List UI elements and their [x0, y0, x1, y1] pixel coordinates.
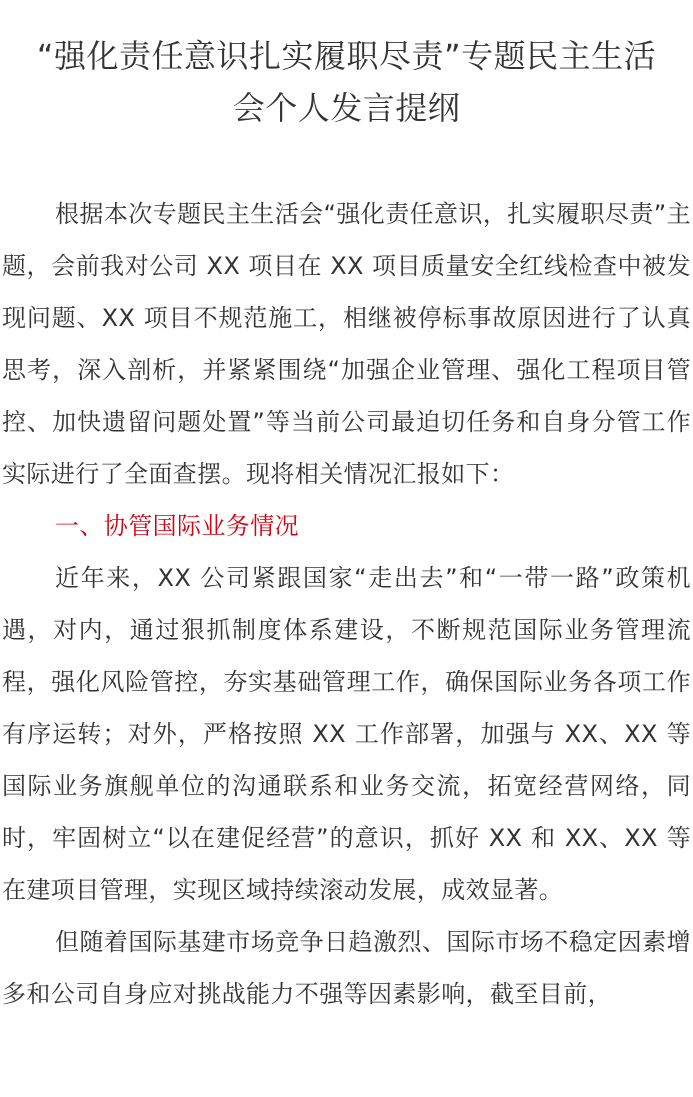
intro-paragraph: 根据本次专题民主生活会“强化责任意识，扎实履职尽责”主题，会前我对公司 XX 项目在 XX 项目质量安全红线检查中被发现问题、XX 项目不规范施工，相继被停标事故原因进行了认真思考，深入剖析，并紧紧围绕“加强企业管理、强化工程项目管控、加快遗留问题处置”等当前公司最迫切任务和自身分管工作实际进行了全面查摆。现将相关情况汇报如下：	[2, 200, 691, 488]
document-title	[2, 30, 691, 134]
body-paragraph-2: 但随着国际基建市场竞争日趋激烈、国际市场不稳定因素增多和公司自身应对挑战能力不强等因素影响，截至目前，	[2, 928, 691, 1008]
section-heading: 一、协管国际业务情况	[55, 512, 299, 540]
body-paragraph-1: 近年来，XX 公司紧跟国家“走出去”和“一带一路”政策机遇，对内，通过狠抓制度体系建设，不断规范国际业务管理流程，强化风险管控，夯实基础管理工作，确保国际业务各项工作有序运转；对外，严格按照 XX 工作部署，加强与 XX、XX 等国际业务旗舰单位的沟通联系和业务交流，拓宽经营网络，同时，牢固树立“以在建促经营”的意识，抓好 XX 和 XX、XX 等在建项目管理，实现区域持续滚动发展，成效显著。	[2, 564, 691, 904]
title-line-2: 会个人发言提纲	[232, 89, 461, 127]
title-line-1: “强化责任意识扎实履职尽责”专题民主生活	[36, 37, 657, 75]
